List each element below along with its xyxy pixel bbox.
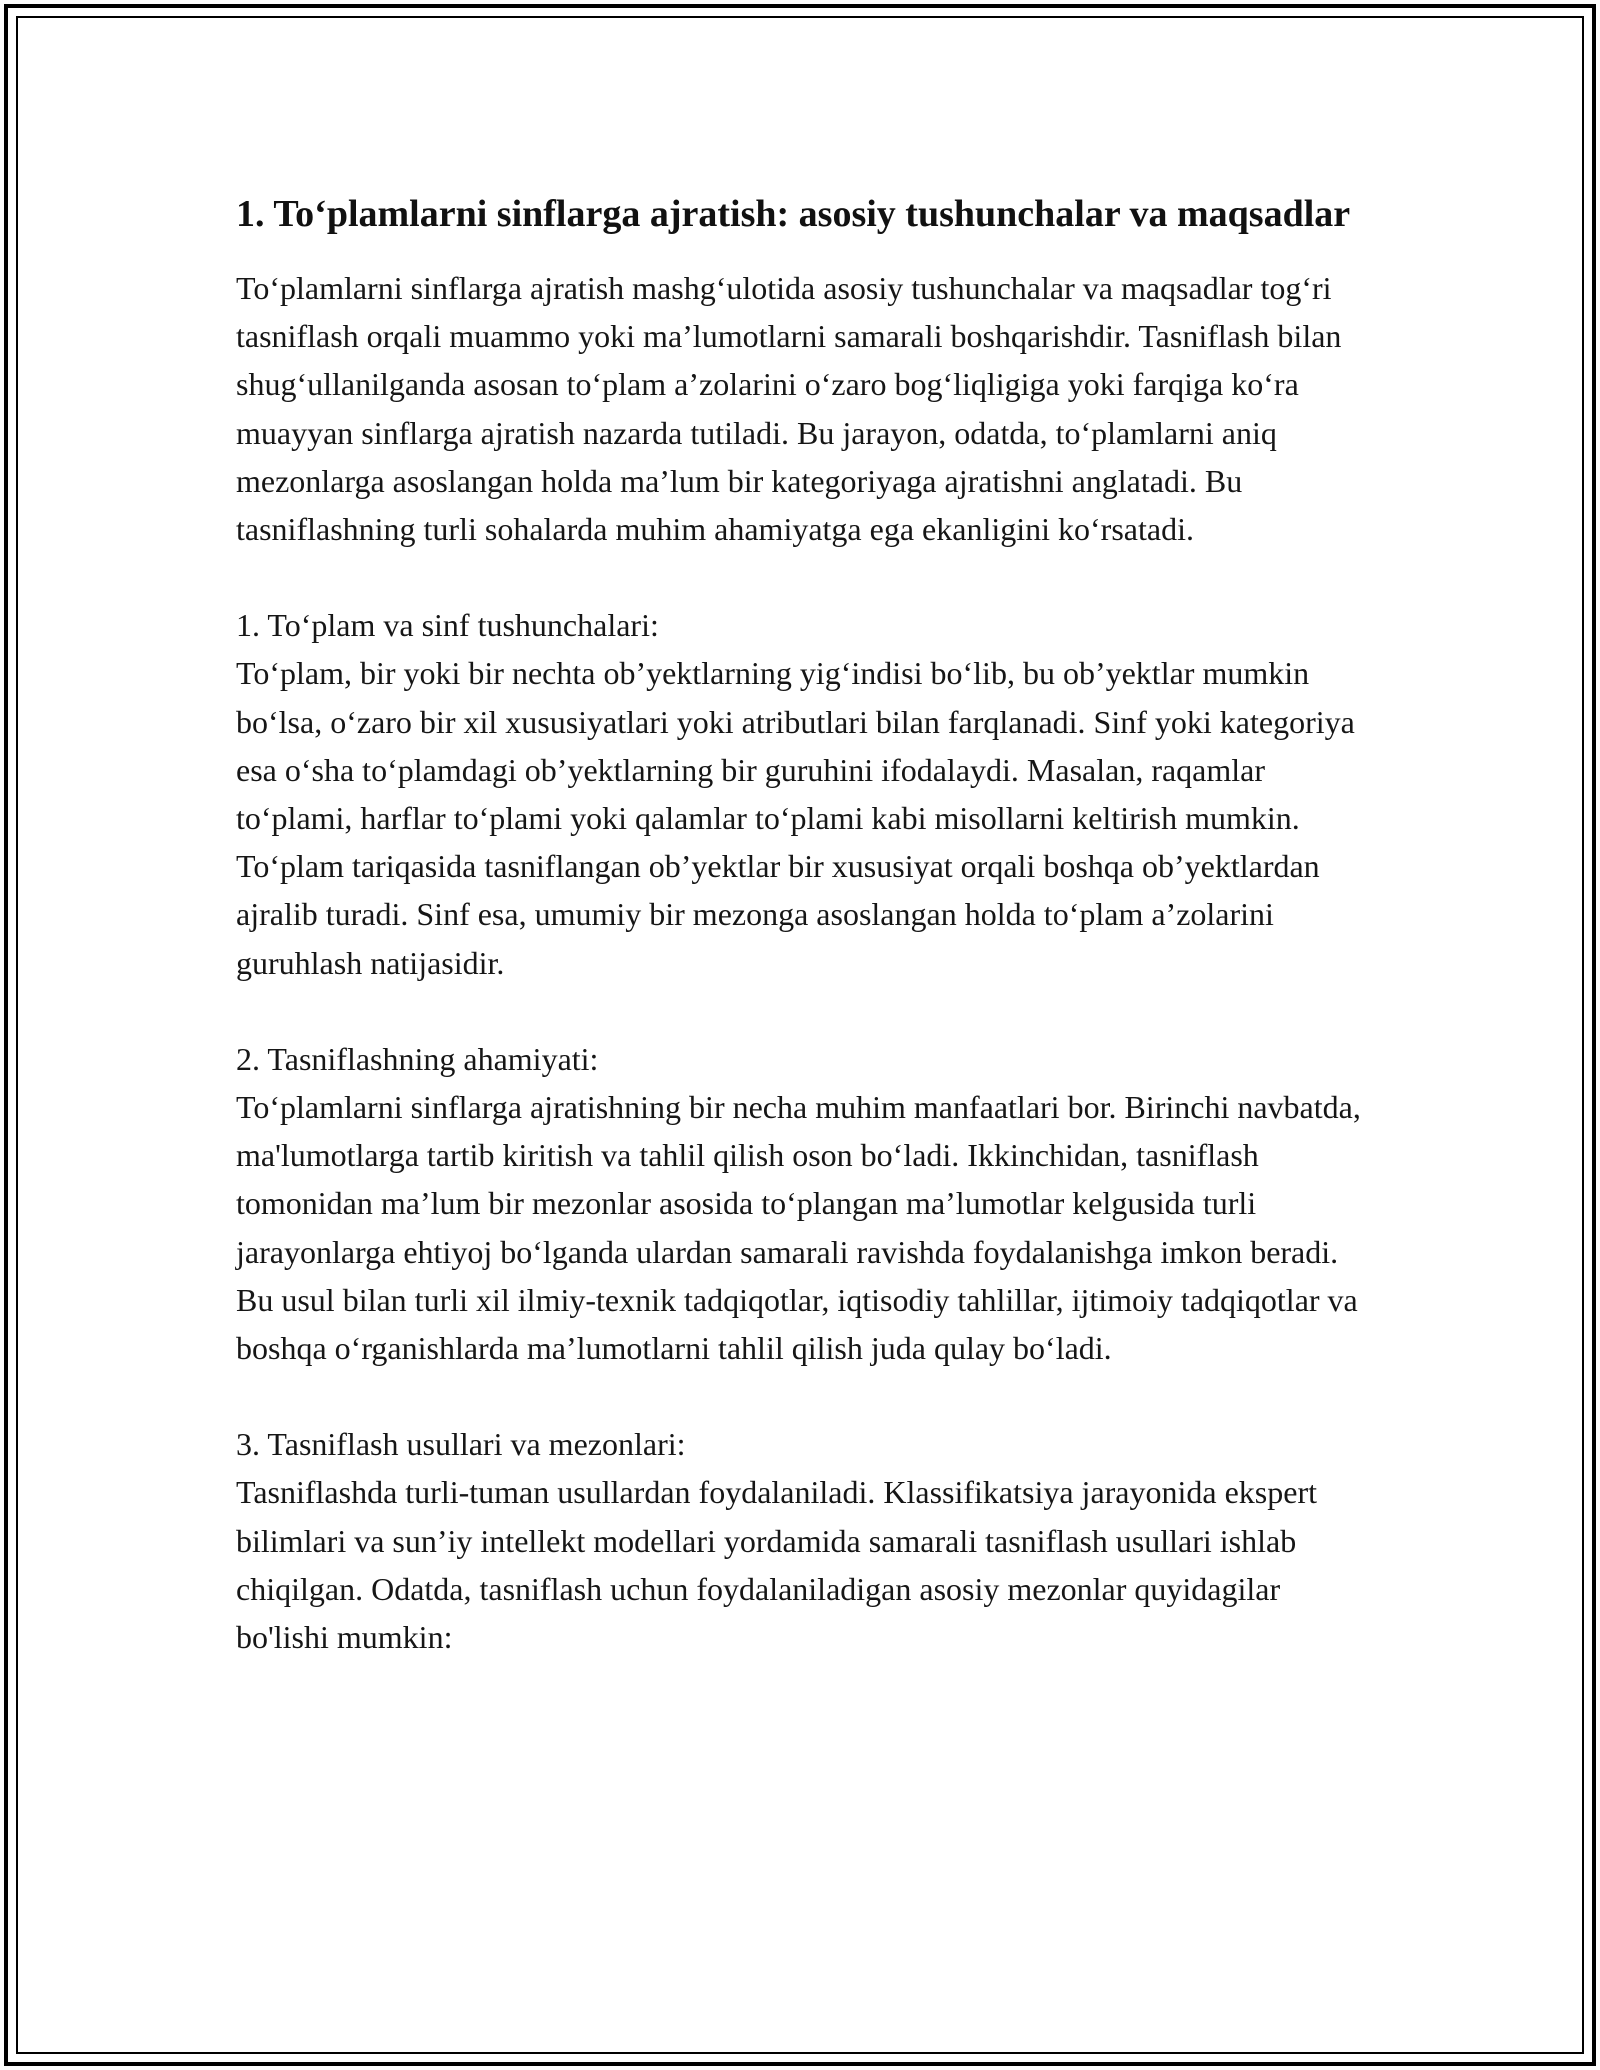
paragraph-gap — [236, 1372, 1366, 1420]
section-heading: 2. Tasniflashning ahamiyati: — [236, 1040, 599, 1077]
section-body: Tasniflashda turli-tuman usullardan foydalaniladi. Klassifikatsiya jarayonida ekspert bilimlari va sun’iy intellekt modellari yordamida samarali tasniflash usullari ishlab chiqilgan. Odatda, tasniflash uchun foydalaniladigan asosiy mezonlar quyidagilar bo'lishi mumkin: — [236, 1474, 1317, 1656]
paragraph-gap — [236, 553, 1366, 601]
document-body — [236, 186, 1366, 1661]
section-body: To‘plamlarni sinflarga ajratishning bir necha muhim manfaatlari bor. Birinchi navbatda, ma'lumotlarga tartib kiritish va tahlil qilish oson bo‘ladi. Ikkinchidan, tasniflash tomonidan ma’lum bir mezonlar asosida to‘plangan ma’lumotlar kelgusida turli jarayonlarga ehtiyoj bo‘lganda ulardan samarali ravishda foydalanishga imkon beradi. Bu usul bilan turli xil ilmiy-texnik tadqiqotlar, iqtisodiy tahlillar, ijtimoiy tadqiqotlar va boshqa o‘rganishlarda ma’lumotlarni tahlil qilish juda qulay bo‘ladi. — [236, 1089, 1361, 1367]
section-1 — [236, 601, 1366, 987]
section-3 — [236, 1420, 1366, 1661]
page-title: 1. To‘plamlarni sinflarga ajratish: asosiy tushunchalar va maqsadlar — [236, 193, 1351, 235]
section-2 — [236, 1035, 1366, 1372]
section-heading: 1. To‘plam va sinf tushunchalari: — [236, 607, 659, 644]
paragraph-gap — [236, 987, 1366, 1035]
intro-paragraph: To‘plamlarni sinflarga ajratish mashg‘ulotida asosiy tushunchalar va maqsadlar tog‘ri tasniflash orqali muammo yoki ma’lumotlarni samarali boshqarishdir. Tasniflash bilan shug‘ullanilganda asosan to‘plam a’zolarini o‘zaro bog‘liqligiga yoki farqiga ko‘ra muayyan sinflarga ajratish nazarda tutiladi. Bu jarayon, odatda, to‘plamlarni aniq mezonlarga asoslangan holda ma’lum bir kategoriyaga ajratishni anglatadi. Bu tasniflashning turli sohalarda muhim ahamiyatga ega ekanligini ko‘rsatadi. — [236, 270, 1342, 548]
section-heading: 3. Tasniflash usullari va mezonlari: — [236, 1426, 686, 1463]
section-body: To‘plam, bir yoki bir nechta ob’yektlarning yig‘indisi bo‘lib, bu ob’yektlar mumkin bo‘lsa, o‘zaro bir xil xususiyatlari yoki atributlari bilan farqlanadi. Sinf yoki kategoriya esa o‘sha to‘plamdagi ob’yektlarning bir guruhini ifodalaydi. Masalan, raqamlar to‘plami, harflar to‘plami yoki qalamlar to‘plami kabi misollarni keltirish mumkin. To‘plam tariqasida tasniflangan ob’yektlar bir xususiyat orqali boshqa ob’yektlardan ajralib turadi. Sinf esa, umumiy bir mezonga asoslangan holda to‘plam a’zolarini guruhlash natijasidir. — [236, 655, 1355, 981]
